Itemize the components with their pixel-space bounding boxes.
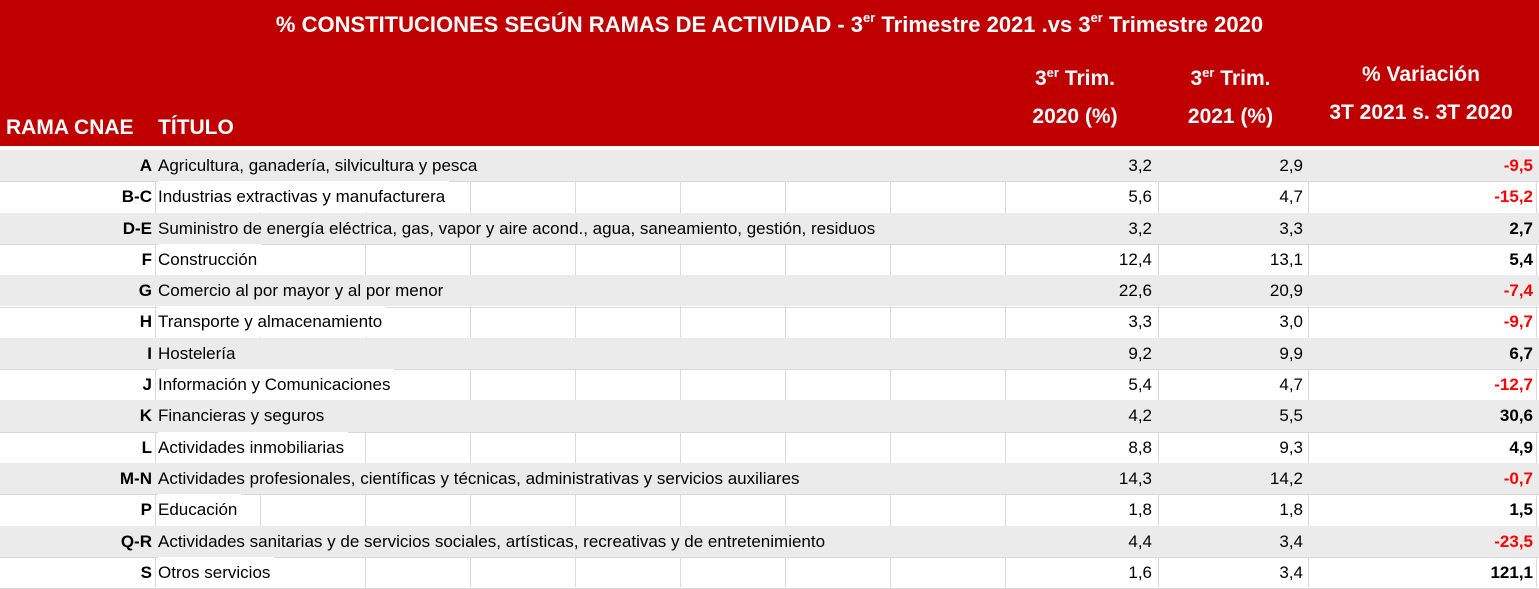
table-body <box>0 150 1539 588</box>
rama-title: Industrias extractivas y manufacturera <box>158 181 449 212</box>
rama-title: Hostelería <box>158 338 239 369</box>
rama-code: H <box>139 312 152 332</box>
table-row <box>0 306 1539 337</box>
table-row <box>0 526 1539 557</box>
value-2021: 9,3 <box>1279 437 1303 457</box>
rama-title: Actividades inmobiliarias <box>158 432 348 463</box>
table-row <box>0 463 1539 494</box>
table-row <box>0 275 1539 306</box>
value-2021: 3,4 <box>1279 531 1303 551</box>
table-header <box>0 50 1539 146</box>
value-2020: 4,2 <box>1128 406 1152 426</box>
value-variacion: -15,2 <box>1494 187 1533 207</box>
rama-title: Financieras y seguros <box>158 400 328 431</box>
rama-title: Construcción <box>158 244 261 275</box>
rama-title: Educación <box>158 494 241 525</box>
value-2021: 3,0 <box>1279 312 1303 332</box>
value-variacion: -7,4 <box>1503 281 1533 301</box>
rama-title: Suministro de energía eléctrica, gas, vapor y aire acond., agua, saneamiento, gestión, residuos <box>158 213 879 244</box>
value-variacion: 5,4 <box>1509 249 1533 269</box>
table-row <box>0 432 1539 463</box>
value-2021: 5,5 <box>1279 406 1303 426</box>
value-variacion: -23,5 <box>1494 531 1533 551</box>
rama-code: P <box>140 500 152 520</box>
value-2021: 1,8 <box>1279 500 1303 520</box>
value-2021: 2,9 <box>1279 156 1303 175</box>
rama-code: B-C <box>121 187 152 207</box>
value-2021: 13,1 <box>1269 249 1303 269</box>
rama-title: Información y Comunicaciones <box>158 369 394 400</box>
table-row <box>0 181 1539 212</box>
value-variacion: 4,9 <box>1509 437 1533 457</box>
value-2020: 4,4 <box>1128 531 1152 551</box>
rama-code: S <box>140 562 152 582</box>
value-2020: 3,3 <box>1128 312 1152 332</box>
value-2021: 4,7 <box>1279 375 1303 395</box>
rama-title: Actividades profesionales, científicas y técnicas, administrativas y servicios auxiliares <box>158 463 804 494</box>
table-row <box>0 244 1539 275</box>
header-2021: 3er Trim. 2021 (%) <box>1187 65 1274 128</box>
rama-code: G <box>138 281 152 301</box>
rama-title: Otros servicios <box>158 557 274 588</box>
value-2021: 3,3 <box>1279 218 1303 238</box>
value-2021: 4,7 <box>1279 187 1303 207</box>
value-2020: 5,6 <box>1128 187 1152 207</box>
table-row <box>0 150 1539 181</box>
rama-title: Agricultura, ganadería, silvicultura y pesca <box>158 150 481 181</box>
rama-code: A <box>139 156 152 175</box>
rama-code: K <box>139 406 152 426</box>
value-variacion: -0,7 <box>1503 468 1533 488</box>
header-2020: 3er Trim. 2020 (%) <box>1032 65 1118 128</box>
value-2020: 12,4 <box>1118 249 1152 269</box>
table-row <box>0 494 1539 525</box>
rama-code: Q-R <box>120 531 152 551</box>
value-2021: 3,4 <box>1279 562 1303 582</box>
value-variacion: -12,7 <box>1494 375 1533 395</box>
value-2020: 3,2 <box>1128 156 1152 175</box>
rama-code: D-E <box>122 218 152 238</box>
value-variacion: 30,6 <box>1499 406 1533 426</box>
table-row <box>0 400 1539 431</box>
value-variacion: 121,1 <box>1490 562 1533 582</box>
rama-code: J <box>142 375 152 395</box>
value-2020: 1,6 <box>1128 562 1152 582</box>
value-variacion: 6,7 <box>1509 343 1533 363</box>
value-2021: 14,2 <box>1269 468 1303 488</box>
value-2020: 3,2 <box>1128 218 1152 238</box>
rama-title: Comercio al por mayor y al por menor <box>158 275 447 306</box>
table-row <box>0 338 1539 369</box>
header-variacion: % Variación 3T 2021 s. 3T 2020 <box>1329 63 1513 124</box>
value-variacion: -9,5 <box>1503 156 1533 175</box>
value-2020: 22,6 <box>1118 281 1152 301</box>
rama-code: F <box>141 249 152 269</box>
rama-title: Actividades sanitarias y de servicios sociales, artísticas, recreativas y de entretenimiento <box>158 526 829 557</box>
value-2021: 9,9 <box>1279 343 1303 363</box>
value-variacion: 1,5 <box>1509 500 1533 520</box>
value-2020: 5,4 <box>1128 375 1152 395</box>
rama-code: M-N <box>119 468 152 488</box>
table-title: % CONSTITUCIONES SEGÚN RAMAS DE ACTIVIDAD - 3er Trimestre 2021 .vs 3er Trimestre 2020 <box>0 0 1539 50</box>
table-row <box>0 557 1539 588</box>
rama-title: Transporte y almacenamiento <box>158 306 386 337</box>
rama-code: L <box>141 437 152 457</box>
value-variacion: -9,7 <box>1503 312 1533 332</box>
rama-code: I <box>147 343 152 363</box>
value-2020: 9,2 <box>1128 343 1152 363</box>
value-2020: 8,8 <box>1128 437 1152 457</box>
value-2020: 1,8 <box>1128 500 1152 520</box>
value-2020: 14,3 <box>1118 468 1152 488</box>
value-2021: 20,9 <box>1269 281 1303 301</box>
header-titulo: TÍTULO <box>158 116 234 139</box>
table-row <box>0 369 1539 400</box>
table-row <box>0 213 1539 244</box>
header-rama-cnae: RAMA CNAE <box>6 116 134 139</box>
value-variacion: 2,7 <box>1509 218 1533 238</box>
